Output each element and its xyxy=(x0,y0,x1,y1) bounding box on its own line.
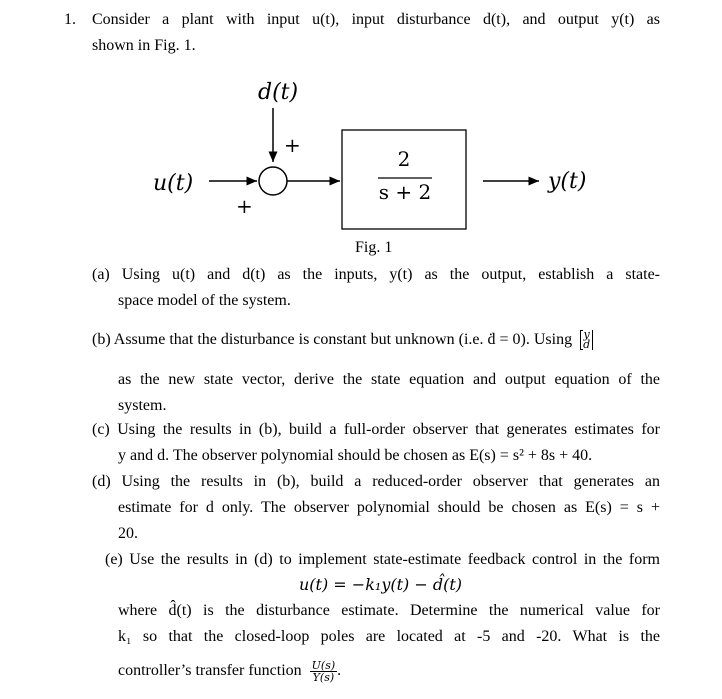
part-a-line-1: (a) Using u(t) and d(t) as the inputs, y(t) as the output, establish a state- xyxy=(92,266,660,283)
control-law: u(t) = −k₁y(t) − d̂(t) xyxy=(299,575,462,594)
controller-transfer-fraction: $\frac{U(s)}{Y(s)}$ xyxy=(311,659,336,684)
summing-junction xyxy=(259,167,287,195)
part-b-line-1: (b) Assume that the disturbance is constant but unknown (i.e. ḋ = 0). Using y d xyxy=(92,330,593,350)
part-e-line-4: k₁ so that the closed-loop poles are located at -5 and -20. What is the xyxy=(118,628,660,645)
part-a-line-2: space model of the system. xyxy=(118,292,291,309)
part-e-line-3: where d̂(t) is the disturbance estimate. Determine the numerical value for xyxy=(118,602,660,619)
part-b-line-2: as the new state vector, derive the state equation and output equation of the xyxy=(118,371,660,388)
input-label: u(t) xyxy=(153,171,194,196)
problem-number: 1. xyxy=(64,11,76,28)
block-diagram xyxy=(0,0,722,250)
part-c-line-2: y and d. The observer polynomial should be chosen as E(s) = s² + 8s + 40. xyxy=(118,447,593,464)
part-c-line-1: (c) Using the results in (b), build a full-order observer that generates estimates for xyxy=(92,421,660,438)
part-e-line-1: (e) Use the results in (d) to implement state-estimate feedback control in the form xyxy=(105,551,660,568)
tf-numerator: 2 xyxy=(397,147,411,171)
part-e-line-5: controller’s transfer function $\frac{U(s)}{Y(s)}$ . xyxy=(118,659,342,684)
part-d-line-1: (d) Using the results in (b), build a reduced-order observer that generates an xyxy=(92,473,660,490)
state-vector: y d xyxy=(580,330,593,350)
part-d-line-3: 20. xyxy=(118,525,138,542)
output-label: y(t) xyxy=(548,169,587,194)
disturbance-label: d(t) xyxy=(258,80,299,105)
sign-top: + xyxy=(284,133,301,157)
sign-left: + xyxy=(236,194,253,218)
part-b-line-3: system. xyxy=(118,397,167,414)
figure-caption: Fig. 1 xyxy=(355,239,393,256)
problem-intro-line-2: shown in Fig. 1. xyxy=(92,37,196,54)
part-d-line-2: estimate for d only. The observer polynomial should be chosen as E(s) = s + xyxy=(118,499,660,516)
problem-intro-line-1: Consider a plant with input u(t), input disturbance d(t), and output y(t) as xyxy=(92,11,660,28)
tf-denominator: s + 2 xyxy=(378,180,432,204)
